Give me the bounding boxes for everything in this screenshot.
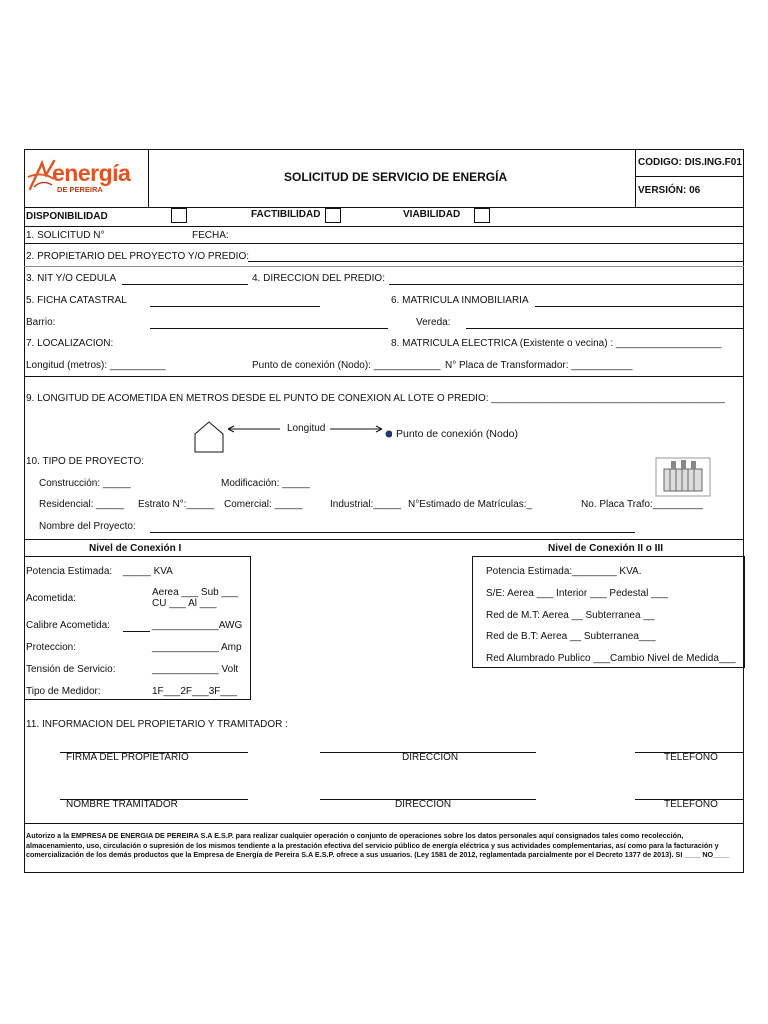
nivel2-alumbrado: Red Alumbrado Publico ___Cambio Nivel de Medida___	[486, 653, 736, 664]
transformer-icon	[655, 457, 711, 497]
node-icon	[386, 431, 393, 438]
nivel1-calibre-value: ____________AWG	[152, 620, 243, 631]
logo-text: energía	[52, 160, 131, 186]
nombre-tramitador-label: NOMBRE TRAMITADOR	[66, 799, 178, 810]
construccion-label: Construcción: _____	[39, 478, 131, 489]
nivel1-acometida-label: Acometida:	[26, 593, 77, 604]
matricula-inmobiliaria-field[interactable]	[535, 306, 744, 307]
company-logo	[24, 149, 148, 207]
header-bottom-line	[24, 207, 744, 208]
form-version: VERSIÓN: 06	[638, 185, 701, 196]
longitud-metros-label: Longitud (metros): __________	[26, 360, 166, 371]
direccion1-label: DIRECCION	[402, 752, 459, 763]
industrial-label: Industrial:_____	[330, 499, 402, 510]
nivel1-calibre-label: Calibre Acometida:	[26, 620, 110, 631]
nivel2-potencia: Potencia Estimada:________ KVA.	[486, 566, 642, 577]
nivel1-acometida-v2: CU ___ Al ___	[152, 598, 217, 609]
ficha-catastral-field[interactable]	[150, 306, 320, 307]
nivel1-tension-label: Tensión de Servicio:	[26, 664, 116, 675]
punto-conexion-label: Punto de conexión (Nodo): ____________	[252, 360, 441, 371]
firma-propietario-label: FIRMA DEL PROPIETARIO	[66, 752, 189, 763]
legal-consent-text: Autorizo a la EMPRESA DE ENERGIA DE PEREIRA S.A E.S.P. para realizar cualquier operación o conjunto de operaciones sobre los datos personales aquí consignados tales como recolección, almacenamiento, uso, circulación o supresión de los mismos tendiente a la prestación efectiva del servicio público de energía eléctrica y sus actividades complementarias, así como para la facturación y comercialización de los demás productos que la Empresa de Energía de Pereira S.A E.S.P. ofrece a sus usuarios. (Ley 1581 de 2012, reglamentada parcialmente por el Decreto 1377 de 2013). SI ____ NO____	[26, 831, 730, 860]
nivel1-medidor-label: Tipo de Medidor:	[26, 686, 101, 697]
matricula-inmobiliaria-label: 6. MATRICULA INMOBILIARIA	[391, 295, 529, 306]
nivel2-se: S/E: Aerea ___ Interior ___ Pedestal ___	[486, 588, 668, 599]
telefono1-label: TELEFONO	[664, 752, 718, 763]
row-divider	[24, 539, 744, 540]
longitud-acometida-label: 9. LONGITUD DE ACOMETIDA EN METROS DESDE EL PUNTO DE CONEXION AL LOTE O PREDIO: __________________________________________	[26, 393, 725, 404]
viabilidad-checkbox[interactable]	[474, 208, 490, 223]
row-divider	[24, 226, 744, 227]
tipo-proyecto-label: 10. TIPO DE PROYECTO:	[26, 456, 144, 467]
modificacion-label: Modificación: _____	[221, 478, 310, 489]
residencial-label: Residencial: _____	[39, 499, 125, 510]
estrato-label: Estrato N°:_____	[138, 499, 215, 510]
propietario-field[interactable]	[248, 261, 744, 262]
nit-label: 3. NIT Y/O CEDULA	[26, 273, 117, 284]
logo-subtext: DE PEREIRA	[57, 185, 103, 194]
matriculas-label: N°Estimado de Matrículas:_	[408, 499, 533, 510]
nivel1-potencia-label: Potencia Estimada:	[26, 566, 113, 577]
direccion-predio-field[interactable]	[389, 284, 744, 285]
nivel1-proteccion-value: ____________ Amp	[152, 642, 242, 653]
header-code-divider	[635, 176, 744, 177]
direccion2-label: DIRECCION	[395, 799, 452, 810]
nivel2-red-mt: Red de M.T: Aerea __ Subterranea __	[486, 610, 655, 621]
diagram-longitud-label: Longitud	[287, 423, 326, 434]
nivel2-title: Nivel de Conexión II o III	[548, 543, 664, 554]
disponibilidad-label: DISPONIBILIDAD	[26, 211, 108, 222]
nivel1-tension-value: ____________ Volt	[152, 664, 239, 675]
barrio-field[interactable]	[150, 328, 388, 329]
vereda-field[interactable]	[466, 328, 744, 329]
direccion-predio-label: 4. DIRECCION DEL PREDIO:	[252, 273, 385, 284]
nivel1-acometida-v1: Aerea ___ Sub ___	[152, 587, 239, 598]
factibilidad-checkbox[interactable]	[325, 208, 341, 223]
info-propietario-label: 11. INFORMACION DEL PROPIETARIO Y TRAMITADOR :	[26, 719, 288, 730]
solicitud-label: 1. SOLICITUD N°	[26, 230, 105, 241]
propietario-label: 2. PROPIETARIO DEL PROYECTO Y/O PREDIO:	[26, 251, 250, 262]
disponibilidad-checkbox[interactable]	[171, 208, 187, 223]
nombre-proyecto-label: Nombre del Proyecto:	[39, 521, 136, 532]
nivel1-proteccion-label: Proteccion:	[26, 642, 77, 653]
form-code: CODIGO: DIS.ING.F01	[638, 157, 742, 168]
row-divider	[24, 243, 744, 244]
nombre-proyecto-field[interactable]	[150, 532, 635, 533]
matricula-electrica-label: 8. MATRICULA ELECTRICA (Existente o vecina) : ___________________	[391, 338, 722, 349]
placa-trafo-label: No. Placa Trafo:_________	[581, 499, 703, 510]
placa-transformador-label: N° Placa de Transformador: ___________	[445, 360, 633, 371]
nit-field[interactable]	[122, 284, 248, 285]
factibilidad-label: FACTIBILIDAD	[251, 209, 321, 220]
house-icon	[195, 422, 223, 452]
row-divider	[24, 266, 744, 267]
nivel1-title: Nivel de Conexión I	[89, 543, 182, 554]
barrio-label: Barrio:	[26, 317, 56, 328]
nivel1-medidor-value: 1F___2F___3F___	[152, 686, 238, 697]
comercial-label: Comercial: _____	[224, 499, 303, 510]
diagram-nodo-label: Punto de conexión (Nodo)	[396, 428, 518, 440]
nivel1-calibre-field[interactable]	[123, 631, 150, 632]
header-divider-right	[635, 149, 636, 207]
ficha-catastral-label: 5. FICHA CATASTRAL	[26, 295, 127, 306]
header-divider-left	[148, 149, 149, 207]
row-divider	[24, 376, 744, 377]
nivel1-potencia-value: _____ KVA	[123, 566, 173, 577]
viabilidad-label: VIABILIDAD	[403, 209, 461, 220]
legal-divider	[24, 823, 744, 824]
fecha-label: FECHA:	[192, 230, 229, 241]
vereda-label: Vereda:	[416, 317, 451, 328]
nivel2-red-bt: Red de B.T: Aerea __ Subterranea___	[486, 631, 656, 642]
form-title: SOLICITUD DE SERVICIO DE ENERGÍA	[284, 170, 508, 184]
localizacion-label: 7. LOCALIZACION:	[26, 338, 114, 349]
telefono2-label: TELEFONO	[664, 799, 718, 810]
